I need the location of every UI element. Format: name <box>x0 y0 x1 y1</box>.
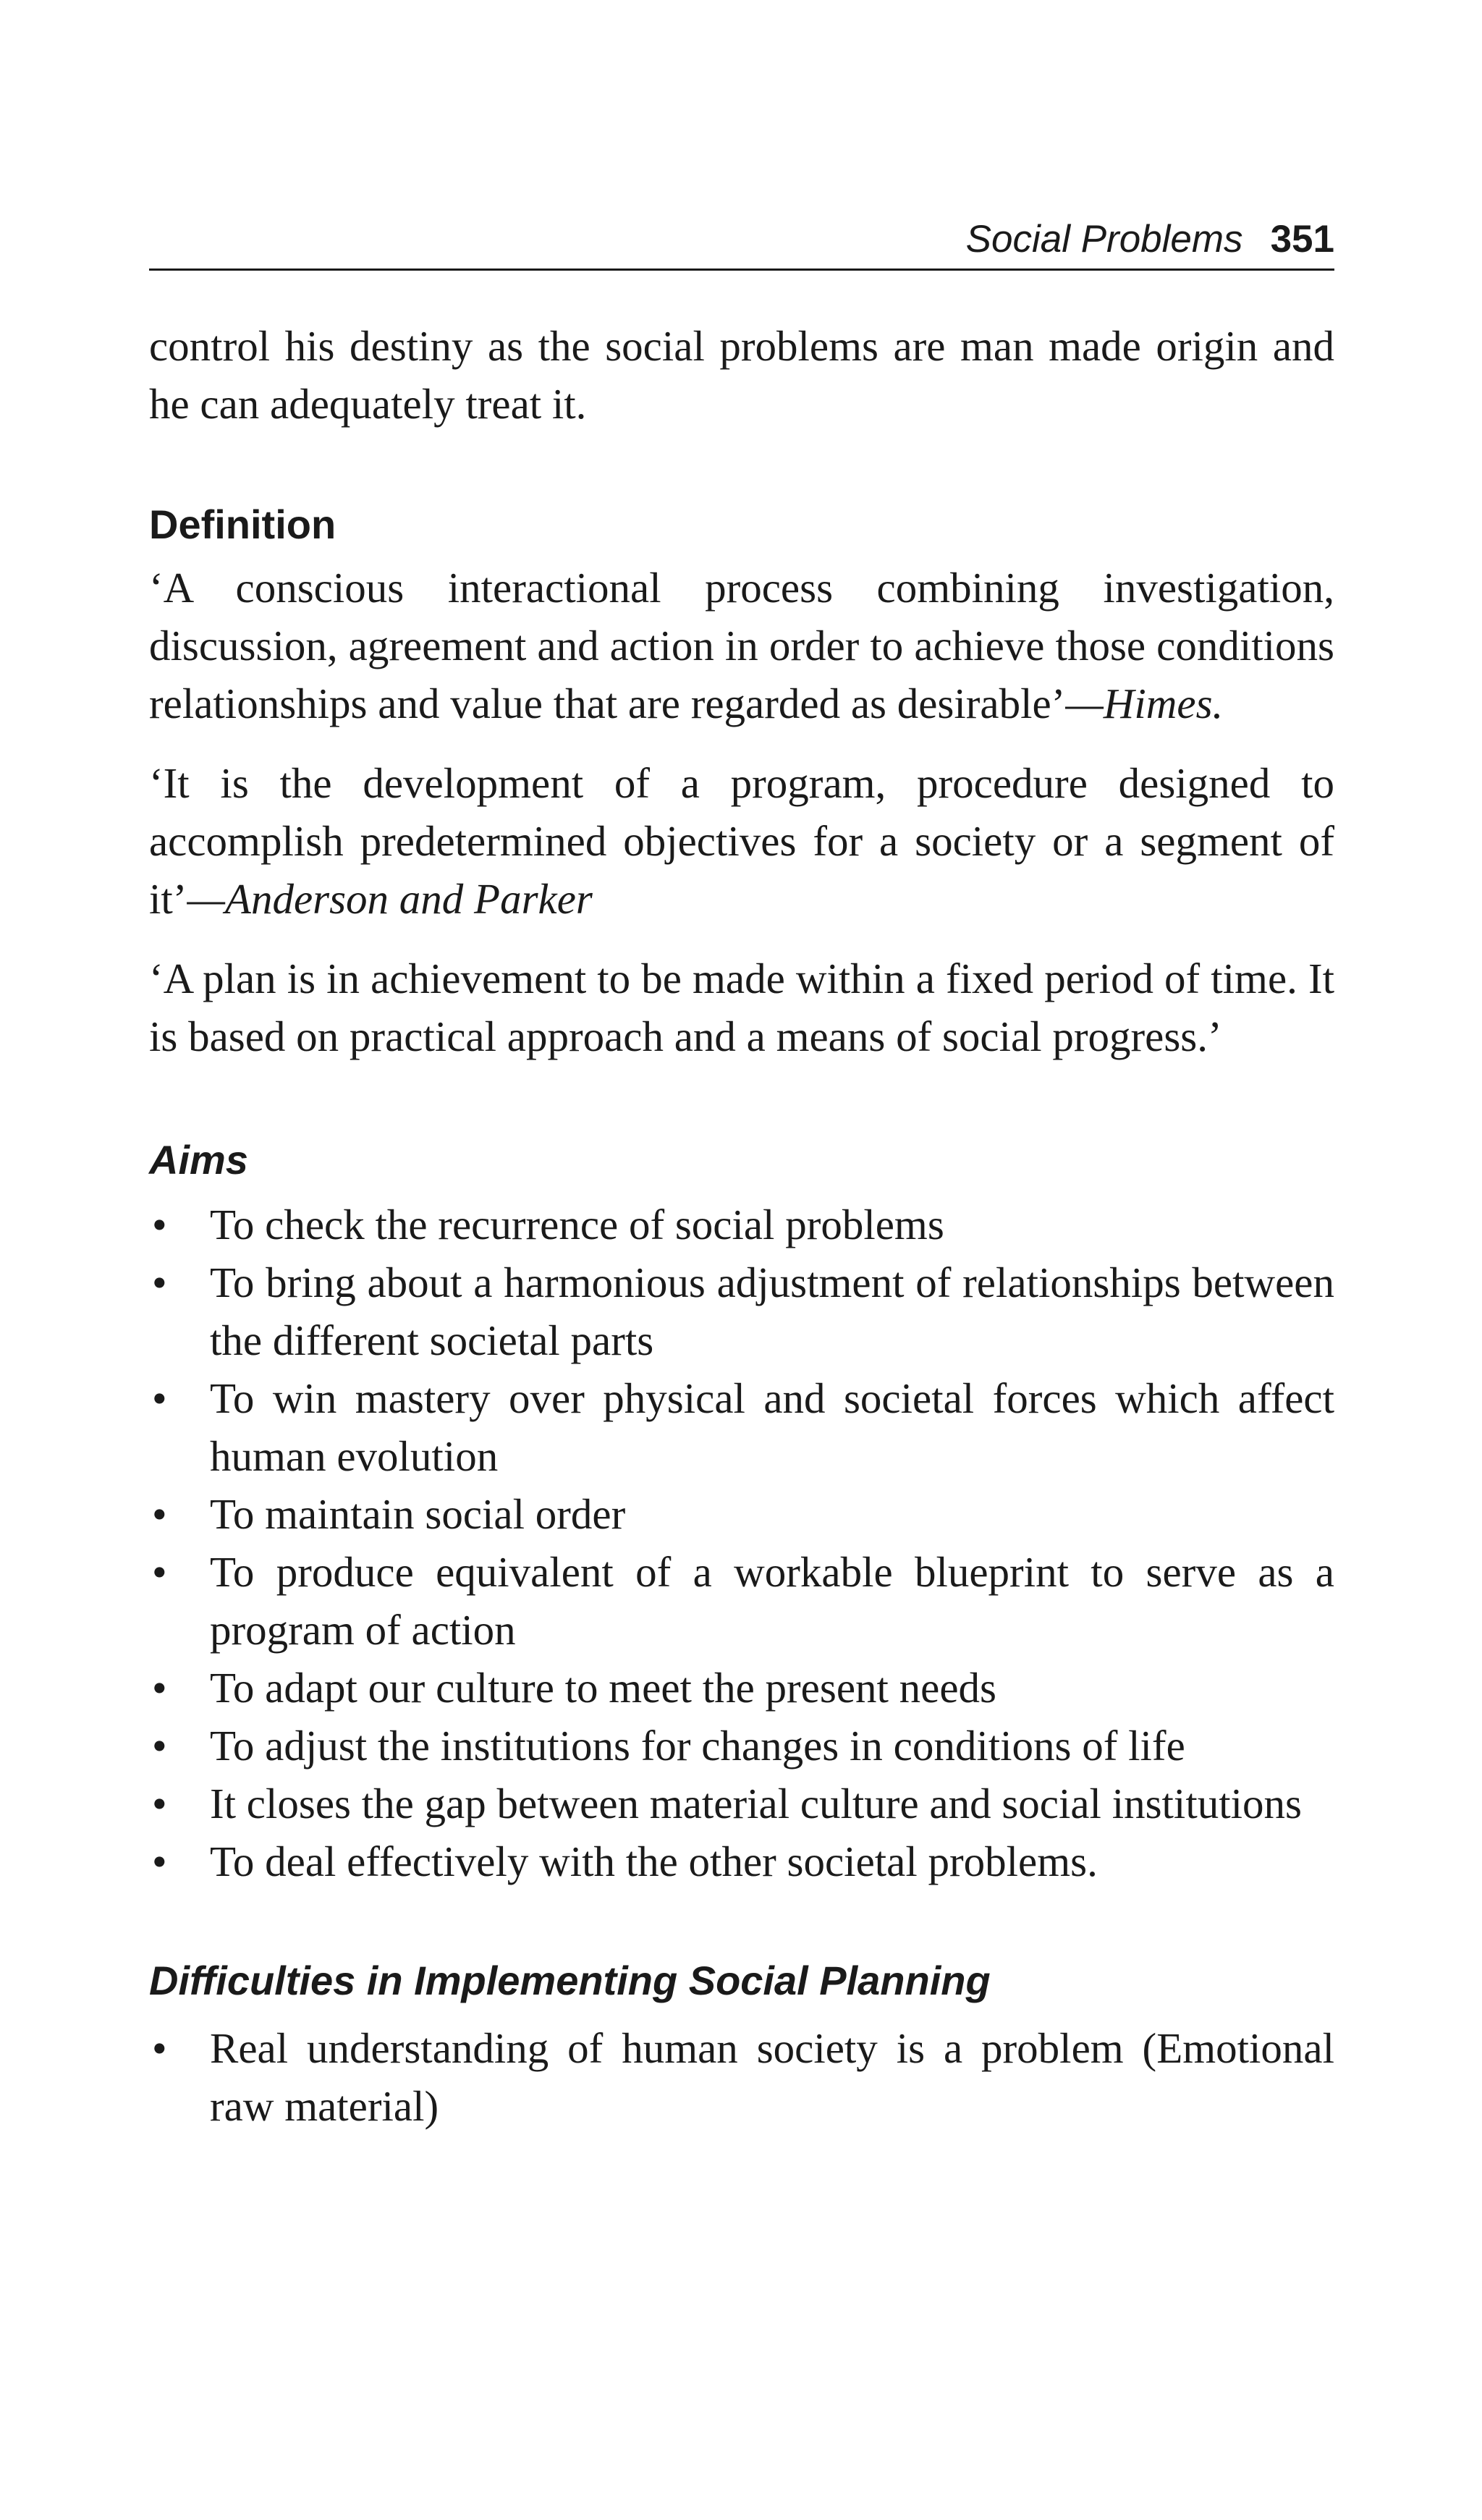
list-item: • It closes the gap between material culture and social institutions <box>149 1775 1334 1832</box>
list-item: • To maintain social order <box>149 1485 1334 1543</box>
running-title: Social Problems <box>965 218 1243 261</box>
list-item: • To check the recurrence of social problems <box>149 1196 1334 1253</box>
bullet: • <box>152 2024 167 2072</box>
intro-paragraph: control his destiny as the social problems are man made origin and he can adequately treat it. <box>149 322 1334 428</box>
list-item: • Real understanding of human society is a problem (Emotional raw material) <box>149 2019 1334 2135</box>
bullet: • <box>152 1548 167 1596</box>
running-head <box>149 214 1334 265</box>
definition-quote: ‘It is the development of a program, procedure designed to accomplish predetermined objectives for a society or a segment of it’ <box>149 759 1334 923</box>
definition-quote: ‘A conscious interactional process combining investigation, discussion, agreement and action in order to achieve those conditions relationships and value that are regarded as desirable’ <box>149 564 1334 727</box>
list-item: • To adjust the institutions for changes in conditions of life <box>149 1717 1334 1775</box>
bullet: • <box>152 1374 167 1422</box>
list-item: • To win mastery over physical and societal forces which affect human evolution <box>149 1369 1334 1485</box>
bullet: • <box>152 1664 167 1712</box>
bullet: • <box>152 1838 167 1885</box>
bullet: • <box>152 1780 167 1827</box>
list-item: • To produce equivalent of a workable blueprint to serve as a program of action <box>149 1543 1334 1659</box>
list-item: • To adapt our culture to meet the present needs <box>149 1659 1334 1717</box>
definition-heading: Definition <box>149 502 336 547</box>
bullet: • <box>152 1259 167 1306</box>
definition-source: —Anderson and Parker <box>187 875 593 923</box>
definition-himes <box>149 559 1334 732</box>
aims-list <box>149 1196 1334 1890</box>
definition-plan <box>149 950 1334 1065</box>
bullet: • <box>152 1201 167 1248</box>
aims-heading: Aims <box>149 1137 248 1183</box>
difficulties-list <box>149 2019 1334 2135</box>
difficulties-heading: Difficulties in Implementing Social Planning <box>149 1958 991 2003</box>
bullet: • <box>152 1490 167 1538</box>
definition-source: —Himes. <box>1065 680 1224 727</box>
list-item: • To deal effectively with the other societal problems. <box>149 1832 1334 1890</box>
page-body <box>149 317 1334 2135</box>
header-rule <box>149 269 1334 271</box>
definition-quote: ‘A plan is in achievement to be made within a fixed period of time. It is based on practical approach and a means of social progress.’ <box>149 955 1334 1060</box>
page-number: 351 <box>1270 218 1334 261</box>
bullet: • <box>152 1722 167 1770</box>
list-item: • To bring about a harmonious adjustment of relationships between the different societal parts <box>149 1253 1334 1369</box>
definition-anderson-parker <box>149 754 1334 928</box>
